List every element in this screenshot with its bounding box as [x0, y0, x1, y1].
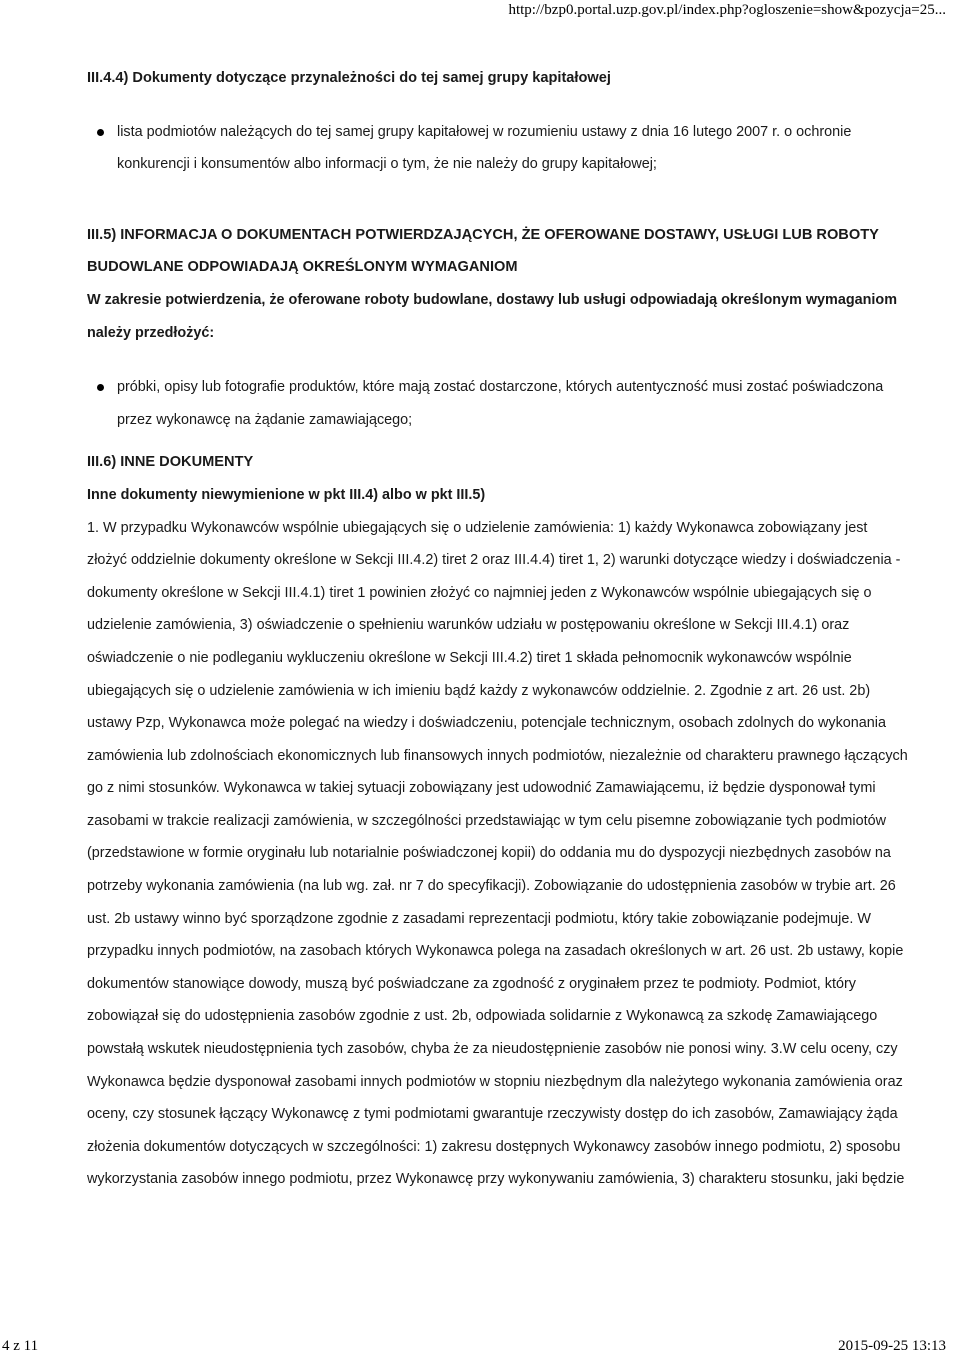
- section-heading-iii-5: III.5) INFORMACJA O DOKUMENTACH POTWIERDZAJĄCYCH, ŻE OFEROWANE DOSTAWY, USŁUGI LUB ROBOTY BUDOWLANE ODPOWIADAJĄ OKREŚLONYM WYMAGANIOM: [87, 226, 879, 276]
- page-number: 4 z 11: [2, 1338, 39, 1354]
- list-item: [87, 371, 909, 436]
- section-subheading-iii-6: Inne dokumenty niewymienione w pkt III.4) albo w pkt III.5): [87, 486, 486, 503]
- header-url: http://bzp0.portal.uzp.gov.pl/index.php?ogloszenie=show&pozycja=25...: [508, 2, 946, 18]
- section-heading-iii-6: III.6) INNE DOKUMENTY: [87, 454, 254, 471]
- bullet-list-iii-5: [87, 371, 909, 436]
- bullet-icon: [97, 384, 104, 391]
- print-datetime: 2015-09-25 13:13: [838, 1338, 946, 1354]
- document-content: [87, 62, 909, 1196]
- section-body-iii-6: 1. W przypadku Wykonawców wspólnie ubiegających się o udzielenie zamówienia: 1) każdy Wykonawca zobowiązany jest złożyć oddzielnie dokumenty określone w Sekcji III.4.2) tiret 2 oraz III.4.4) tiret 1, 2) warunki dotyczące wiedzy i doświadczenia - dokumenty określone w Sekcji III.4.1) tiret 1 powinien złożyć co najmniej jeden z Wykonawców wspólnie ubiegających się o udzielenie zamówienia, 3) oświadczenie o spełnieniu warunków udziału w postępowaniu określone w Sekcji III.4.1) oraz oświadczenie o nie podleganiu wykluczeniu określone w Sekcji III.4.2) tiret 1 składa pełnomocnik wykonawców wspólnie ubiegających się o udzielenie zamówienia w ich imieniu bądź każdy z wykonawców oddzielnie. 2. Zgodnie z art. 26 ust. 2b) ustawy Pzp, Wykonawca może polegać na wiedzy i doświadczeniu, potencjale technicznym, osobach zdolnych do wykonania zamówienia lub zdolnościach ekonomicznych lub finansowych innych podmiotów, niezależnie od charakteru prawnego łączących go z nimi stosunków. Wykonawca w takiej sytuacji zobowiązany jest udowodnić Zamawiającemu, iż będzie dysponował tymi zasobami w trakcie realizacji zamówienia, w szczególności przedstawiając w tym celu pisemne zobowiązanie tych podmiotów (przedstawione w formie oryginału lub notarialnie poświadczonej kopii) do oddania mu do dyspozycji niezbędnych zasobów na potrzeby wykonania zamówienia (na lub wg. zał. nr 7 do specyfikacji). Zobowiązanie do udostępnienia zasobów w trybie art. 26 ust. 2b ustawy winno być sporządzone zgodnie z zasadami reprezentacji podmiotu, który takie zobowiązanie podejmuje. W przypadku innych podmiotów, na zasobach których Wykonawca polega na zasadach określonych w art. 26 ust. 2b ustawy, kopie dokumentów stanowiące dowody, muszą być poświadczane za zgodność z oryginałem przez te podmioty. Podmiot, który zobowiązał się do udostępnienia zasobów zgodnie z ust. 2b, odpowiada solidarnie z Wykonawcą za szkodę Zamawiającego powstałą wskutek nieudostępnienia tych zasobów, chyba że za nieudostępnienie zasobów nie ponosi winy. 3.W celu oceny, czy Wykonawca będzie dysponował zasobami innych podmiotów w stopniu niezbędnym dla należytego wykonania zamówienia oraz oceny, czy stosunek łączący Wykonawcę z tymi podmiotami gwarantuje rzeczywisty dostęp do ich zasobów, Zamawiający żąda złożenia dokumentów dotyczących w szczególności: 1) zakresu dostępnych Wykonawcy zasobów innego podmiotu, 2) sposobu wykorzystania zasobów innego podmiotu, przez Wykonawcę przy wykonywaniu zamówienia, 3) charakteru stosunku, jaki będzie: [87, 519, 908, 1188]
- section-subheading-iii-5: W zakresie potwierdzenia, że oferowane roboty budowlane, dostawy lub usługi odpowiadają określonym wymaganiom należy przedłożyć:: [87, 291, 898, 341]
- section-heading-iii-4-4: III.4.4) Dokumenty dotyczące przynależności do tej samej grupy kapitałowej: [87, 70, 611, 86]
- list-item-text: lista podmiotów należących do tej samej grupy kapitałowej w rozumieniu ustawy z dnia 16 lutego 2007 r. o ochronie konkurencji i konsumentów albo informacji o tym, że nie należy do grupy kapitałowej;: [117, 123, 852, 173]
- bullet-icon: [97, 129, 104, 136]
- list-item-text: próbki, opisy lub fotografie produktów, które mają zostać dostarczone, których autentyczność musi zostać poświadczona przez wykonawcę na żądanie zamawiającego;: [117, 379, 884, 428]
- list-item: [87, 116, 909, 181]
- bullet-list-iii-4-4: [87, 116, 909, 181]
